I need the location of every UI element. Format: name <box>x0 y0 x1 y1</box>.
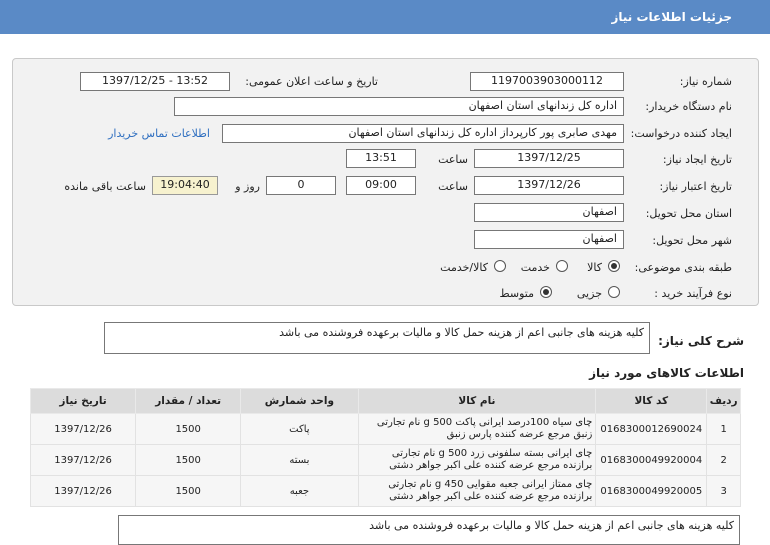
days-field: 0 <box>266 176 336 195</box>
goods-name: چای ممتاز ایرانی جعبه مقوایی 450 g نام تجارتی برازنده مرجع عرضه کننده علی اکبر جواهر دشتی <box>358 476 596 507</box>
buyer-contact-link[interactable]: اطلاعات تماس خریدار <box>108 127 210 140</box>
buyer-field: اداره کل زندانهای استان اصفهان <box>174 97 624 116</box>
goods-code: 0168300012690024 <box>596 414 707 445</box>
created-time-field: 13:51 <box>346 149 416 168</box>
category-both-label: کالا/خدمت <box>440 261 488 274</box>
need-number-label: شماره نیاز: <box>679 75 732 88</box>
city-field: اصفهان <box>474 230 624 249</box>
row-number: 2 <box>707 445 741 476</box>
category-goods-radio[interactable] <box>608 260 620 272</box>
goods-name: چای سیاه 100درصد ایرانی پاکت 500 g نام تجارتی زنبق مرجع عرضه کننده پارس زنبق <box>358 414 596 445</box>
category-goods-label: کالا <box>587 261 602 274</box>
page-header <box>0 0 770 34</box>
unit: بسته <box>241 445 358 476</box>
category-label: طبقه بندی موضوعی: <box>634 261 732 274</box>
created-time-label: ساعت <box>438 153 468 166</box>
valid-date-label: تاریخ اعتبار نیاز: <box>659 180 732 193</box>
process-minor-radio[interactable] <box>608 286 620 298</box>
category-service-radio[interactable] <box>556 260 568 272</box>
table-row <box>31 476 741 507</box>
need-info-panel <box>12 58 759 306</box>
need-date: 1397/12/26 <box>31 414 136 445</box>
created-date-label: تاریخ ایجاد نیاز: <box>662 153 732 166</box>
valid-time-label: ساعت <box>438 180 468 193</box>
page-title: جزئیات اطلاعات نیاز <box>611 10 732 24</box>
remaining-time-field: 19:04:40 <box>152 176 218 195</box>
day-label: روز و <box>235 180 260 193</box>
province-field: اصفهان <box>474 203 624 222</box>
items-table-header <box>31 389 741 414</box>
col-code: کد کالا <box>596 389 707 414</box>
goods-code: 0168300049920005 <box>596 476 707 507</box>
requester-label: ایجاد کننده درخواست: <box>630 127 732 140</box>
table-row <box>31 445 741 476</box>
requester-field: مهدی صابری پور کارپرداز اداره کل زندانهای استان اصفهان <box>222 124 624 143</box>
process-medium-label: متوسط <box>499 287 534 300</box>
items-table <box>30 388 741 507</box>
col-row: ردیف <box>707 389 741 414</box>
city-label: شهر محل تحویل: <box>652 234 732 247</box>
items-section-title: اطلاعات کالاهای مورد نیاز <box>589 366 744 380</box>
buyer-notes-box: کلیه هزینه های جانبی اعم از هزینه حمل کالا و مالیات برعهده فروشنده می باشد <box>118 515 740 545</box>
need-date: 1397/12/26 <box>31 476 136 507</box>
col-unit: واحد شمارش <box>241 389 358 414</box>
description-box: کلیه هزینه های جانبی اعم از هزینه حمل کالا و مالیات برعهده فروشنده می باشد <box>104 322 650 354</box>
unit: جعبه <box>241 476 358 507</box>
buyer-label: نام دستگاه خریدار: <box>645 100 732 113</box>
description-label: شرح کلی نیاز: <box>658 334 744 348</box>
row-number: 3 <box>707 476 741 507</box>
need-number-field: 1197003903000112 <box>470 72 624 91</box>
valid-time-field: 09:00 <box>346 176 416 195</box>
col-date: تاریخ نیاز <box>31 389 136 414</box>
category-service-label: خدمت <box>520 261 550 274</box>
announce-field: 1397/12/25 - 13:52 <box>80 72 230 91</box>
row-number: 1 <box>707 414 741 445</box>
province-label: استان محل تحویل: <box>645 207 732 220</box>
unit: پاکت <box>241 414 358 445</box>
remaining-label: ساعت باقی مانده <box>64 180 146 193</box>
quantity: 1500 <box>136 414 241 445</box>
created-date-field: 1397/12/25 <box>474 149 624 168</box>
announce-label: تاریخ و ساعت اعلان عمومی: <box>245 75 378 88</box>
col-name: نام کالا <box>358 389 596 414</box>
quantity: 1500 <box>136 445 241 476</box>
process-label: نوع فرآیند خرید : <box>654 287 732 300</box>
valid-date-field: 1397/12/26 <box>474 176 624 195</box>
category-both-radio[interactable] <box>494 260 506 272</box>
goods-code: 0168300049920004 <box>596 445 707 476</box>
need-date: 1397/12/26 <box>31 445 136 476</box>
table-row <box>31 414 741 445</box>
process-minor-label: جزیی <box>576 287 602 300</box>
goods-name: چای ایرانی بسته سلفونی زرد 500 g نام تجارتی برازنده مرجع عرضه کننده علی اکبر جواهر دشتی <box>358 445 596 476</box>
col-qty: تعداد / مقدار <box>136 389 241 414</box>
process-medium-radio[interactable] <box>540 286 552 298</box>
quantity: 1500 <box>136 476 241 507</box>
